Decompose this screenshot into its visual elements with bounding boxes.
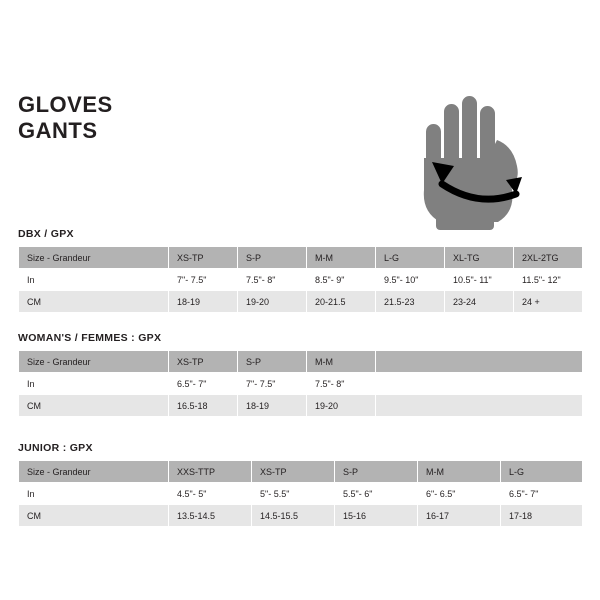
table-header-row <box>19 461 583 483</box>
column-header: S-P <box>335 461 418 483</box>
cell: 4.5"- 5" <box>169 483 252 505</box>
table-header-row <box>19 247 583 269</box>
table-row <box>19 269 583 291</box>
row-label: CM <box>19 505 169 527</box>
table-row <box>19 505 583 527</box>
size-table-junior <box>18 460 583 527</box>
cell: 6.5"- 7" <box>169 373 238 395</box>
size-table-dbx <box>18 246 583 313</box>
column-header: Size - Grandeur <box>19 351 169 373</box>
section-heading-woman: WOMAN'S / FEMMES : GPX <box>18 332 162 344</box>
cell: 13.5-14.5 <box>169 505 252 527</box>
cell: 18-19 <box>238 395 307 417</box>
cell: 10.5"- 11" <box>445 269 514 291</box>
cell: 11.5"- 12" <box>514 269 583 291</box>
column-header: Size - Grandeur <box>19 247 169 269</box>
cell: 17-18 <box>501 505 583 527</box>
cell: 16-17 <box>418 505 501 527</box>
page-title <box>18 92 113 144</box>
row-label: CM <box>19 395 169 417</box>
page-title-fr: GANTS <box>18 117 98 143</box>
section-heading-dbx: DBX / GPX <box>18 228 74 240</box>
cell: 7.5"- 8" <box>238 269 307 291</box>
cell: 8.5"- 9" <box>307 269 376 291</box>
cell-empty <box>376 373 583 395</box>
hand-measure-illustration <box>398 88 548 233</box>
column-header: S-P <box>238 247 307 269</box>
cell: 6.5"- 7" <box>501 483 583 505</box>
cell: 21.5-23 <box>376 291 445 313</box>
table-row <box>19 291 583 313</box>
section-dbx-gpx <box>18 228 582 313</box>
cell: 19-20 <box>307 395 376 417</box>
cell: 15-16 <box>335 505 418 527</box>
table-row <box>19 483 583 505</box>
column-header: XXS-TTP <box>169 461 252 483</box>
column-header: M-M <box>307 247 376 269</box>
column-header: XS-TP <box>252 461 335 483</box>
table-row <box>19 373 583 395</box>
cell: 16.5-18 <box>169 395 238 417</box>
column-header: 2XL-2TG <box>514 247 583 269</box>
cell: 9.5"- 10" <box>376 269 445 291</box>
cell: 7"- 7.5" <box>169 269 238 291</box>
cell: 18-19 <box>169 291 238 313</box>
row-label: CM <box>19 291 169 313</box>
section-junior-gpx <box>18 442 582 527</box>
column-header: XS-TP <box>169 247 238 269</box>
cell: 7.5"- 8" <box>307 373 376 395</box>
cell: 7"- 7.5" <box>238 373 307 395</box>
section-heading-junior: JUNIOR : GPX <box>18 442 93 454</box>
cell: 23-24 <box>445 291 514 313</box>
table-header-row <box>19 351 583 373</box>
size-table-woman <box>18 350 583 417</box>
column-header: M-M <box>307 351 376 373</box>
cell: 5.5"- 6" <box>335 483 418 505</box>
cell-empty <box>376 395 583 417</box>
column-header: S-P <box>238 351 307 373</box>
cell: 6"- 6.5" <box>418 483 501 505</box>
row-label: In <box>19 269 169 291</box>
section-womans-gpx <box>18 332 582 417</box>
table-row <box>19 395 583 417</box>
column-header-empty <box>376 351 583 373</box>
cell: 5"- 5.5" <box>252 483 335 505</box>
cell: 24 + <box>514 291 583 313</box>
cell: 14.5-15.5 <box>252 505 335 527</box>
column-header: M-M <box>418 461 501 483</box>
cell: 19-20 <box>238 291 307 313</box>
column-header: L-G <box>376 247 445 269</box>
cell: 20-21.5 <box>307 291 376 313</box>
column-header: L-G <box>501 461 583 483</box>
column-header: XL-TG <box>445 247 514 269</box>
page-title-en: GLOVES <box>18 92 113 117</box>
row-label: In <box>19 373 169 395</box>
row-label: In <box>19 483 169 505</box>
column-header: XS-TP <box>169 351 238 373</box>
column-header: Size - Grandeur <box>19 461 169 483</box>
